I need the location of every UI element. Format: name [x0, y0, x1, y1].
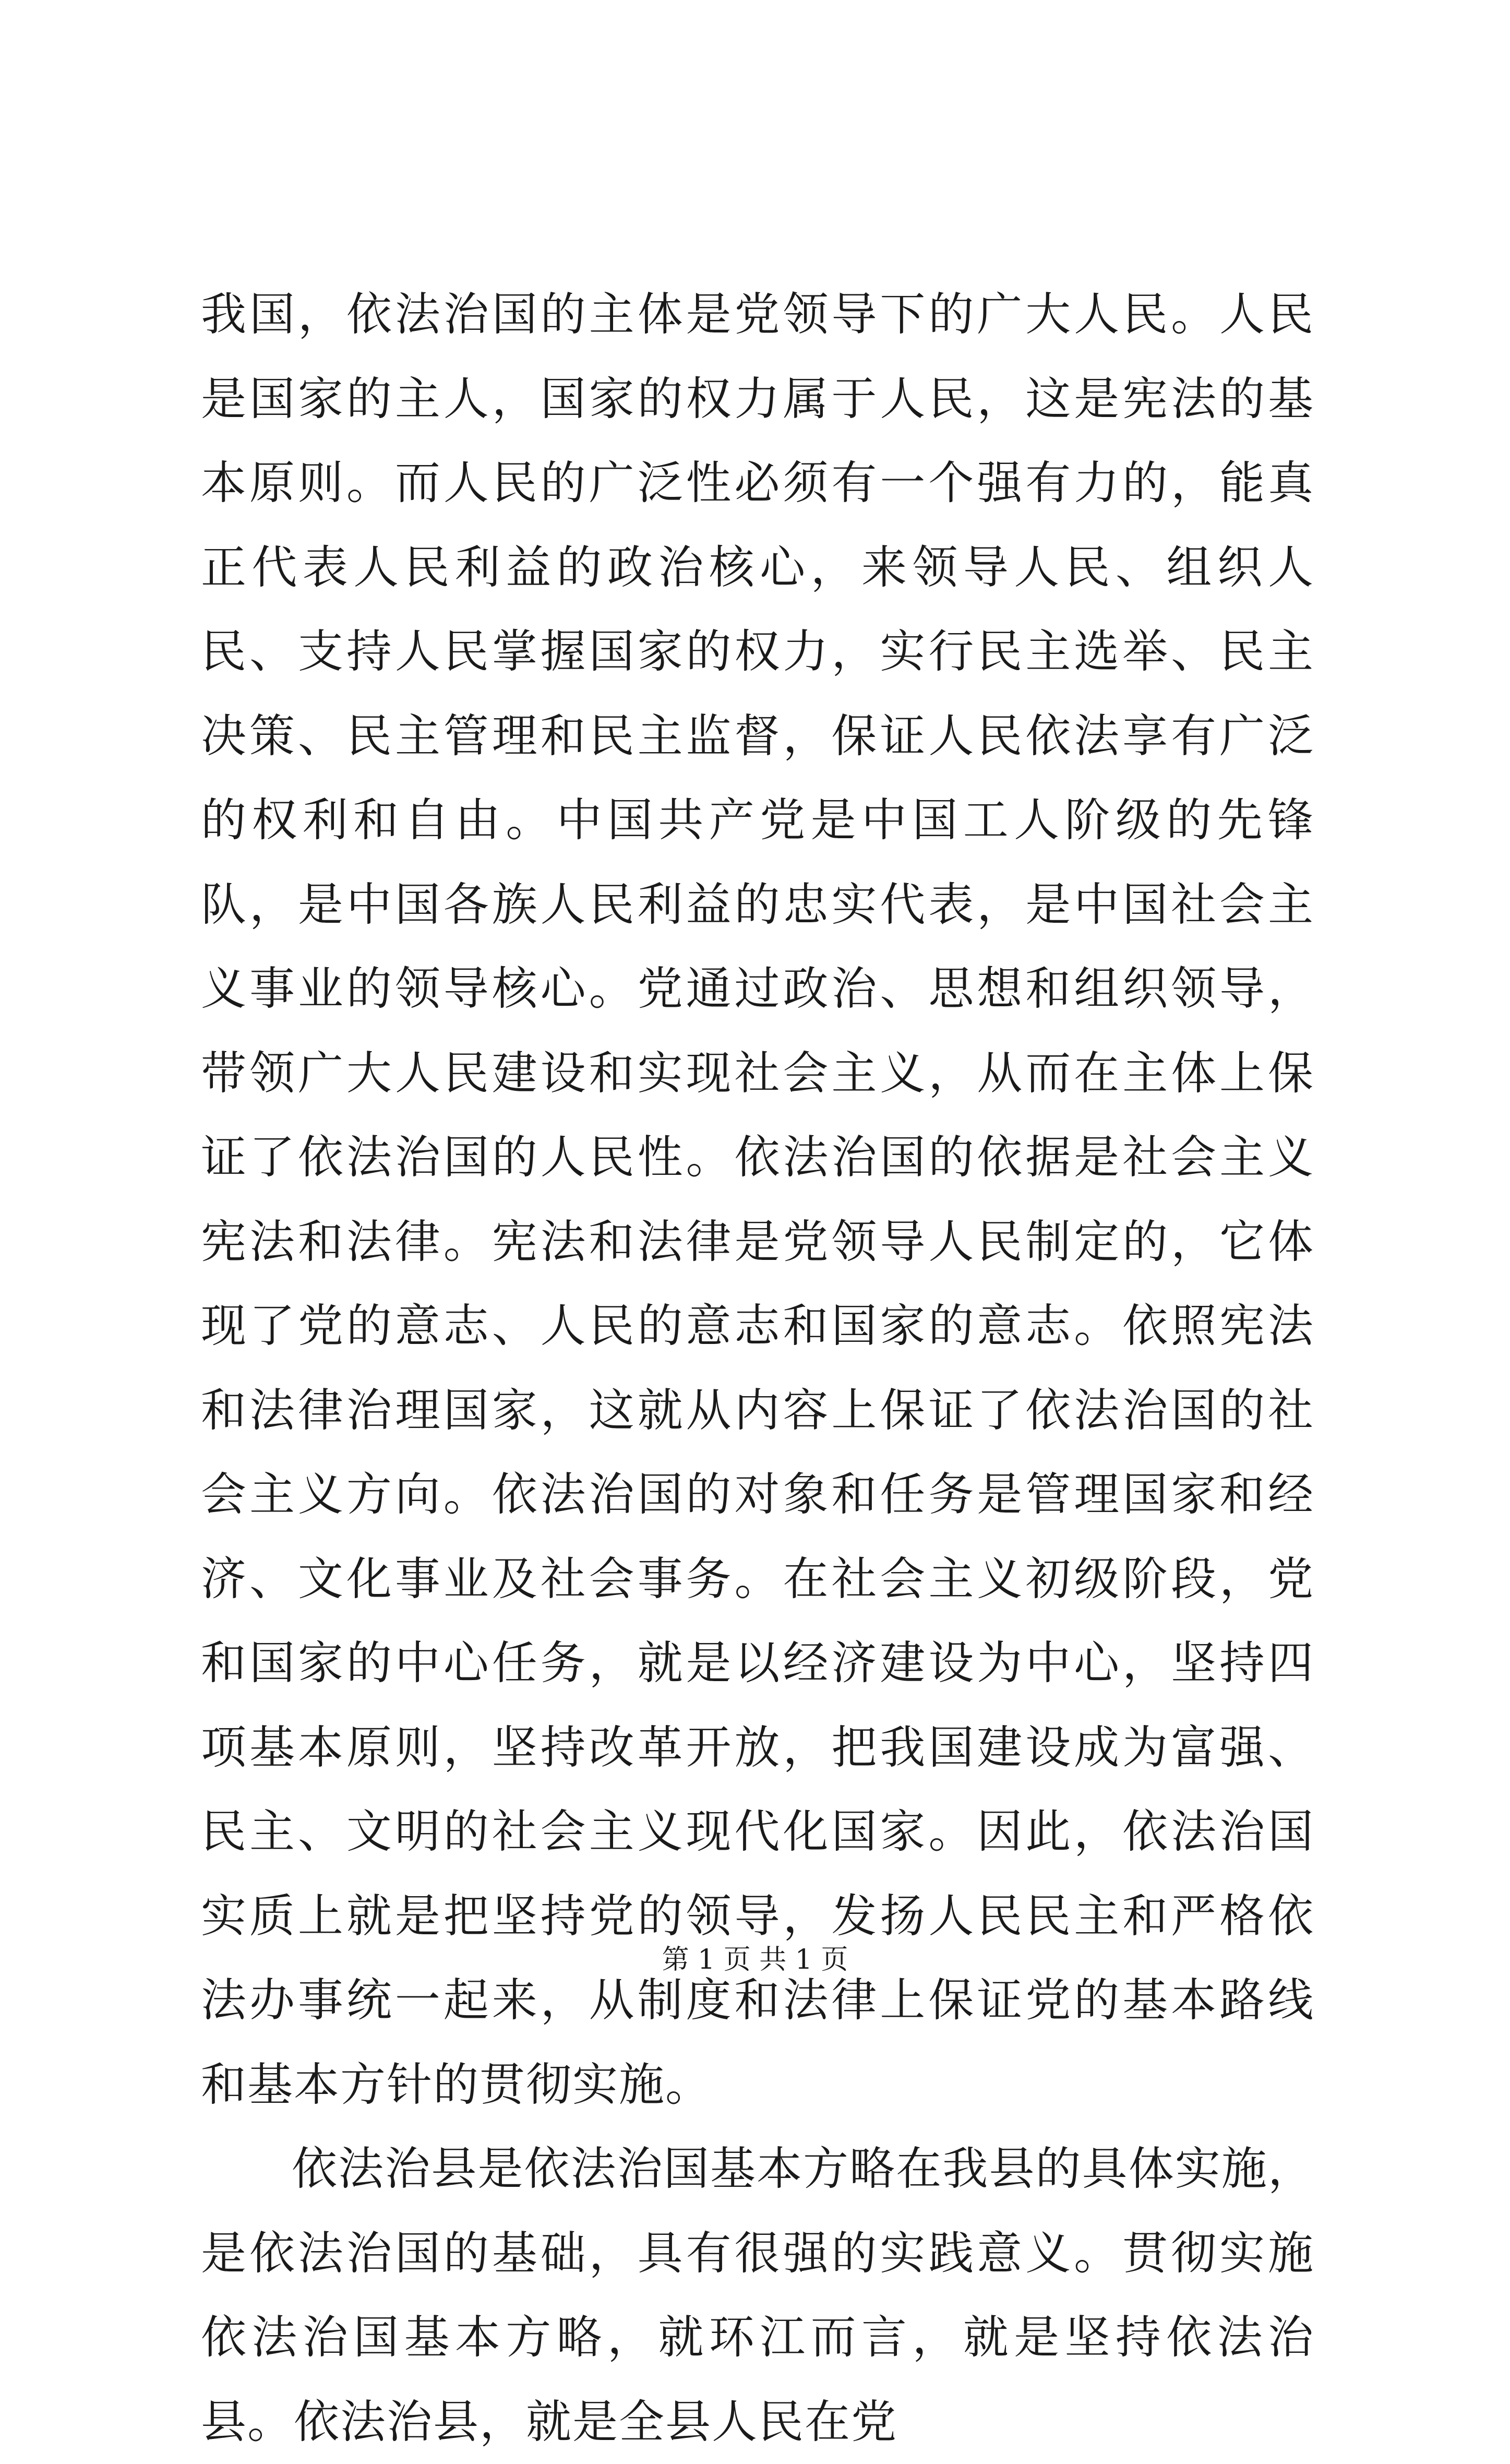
paragraph-2: 依法治县是依法治国基本方略在我县的具体实施，是依法治国的基础，具有很强的实践意义。贯彻实施依法治国基本方略，就环江而言，就是坚持依法治县。依法治县，就是全县人民在党	[201, 2142, 1314, 2448]
document-body	[201, 272, 1314, 2464]
paragraph-1: 我国，依法治国的主体是党领导下的广大人民。人民是国家的主人，国家的权力属于人民，这是宪法的基本原则。而人民的广泛性必须有一个强有力的，能真正代表人民利益的政治核心，来领导人民、组织人民、支持人民掌握国家的权力，实行民主选举、民主决策、民主管理和民主监督，保证人民依法享有广泛的权利和自由。中国共产党是中国工人阶级的先锋队，是中国各族人民利益的忠实代表，是中国社会主义事业的领导核心。党通过政治、思想和组织领导，带领广大人民建设和实现社会主义，从而在主体上保证了依法治国的人民性。依法治国的依据是社会主义宪法和法律。宪法和法律是党领导人民制定的，它体现了党的意志、人民的意志和国家的意志。依照宪法和法律治理国家，这就从内容上保证了依法治国的社会主义方向。依法治国的对象和任务是管理国家和经济、文化事业及社会事务。在社会主义初级阶段，党和国家的中心任务，就是以经济建设为中心，坚持四项基本原则，坚持改革开放，把我国建设成为富强、民主、文明的社会主义现代化国家。因此，依法治国实质上就是把坚持党的领导，发扬人民民主和严格依法办事统一起来，从制度和法律上保证党的基本路线和基本方针的贯彻实施。	[201, 288, 1314, 2111]
page-number-footer: 第 1 页 共 1 页	[662, 1944, 848, 1975]
